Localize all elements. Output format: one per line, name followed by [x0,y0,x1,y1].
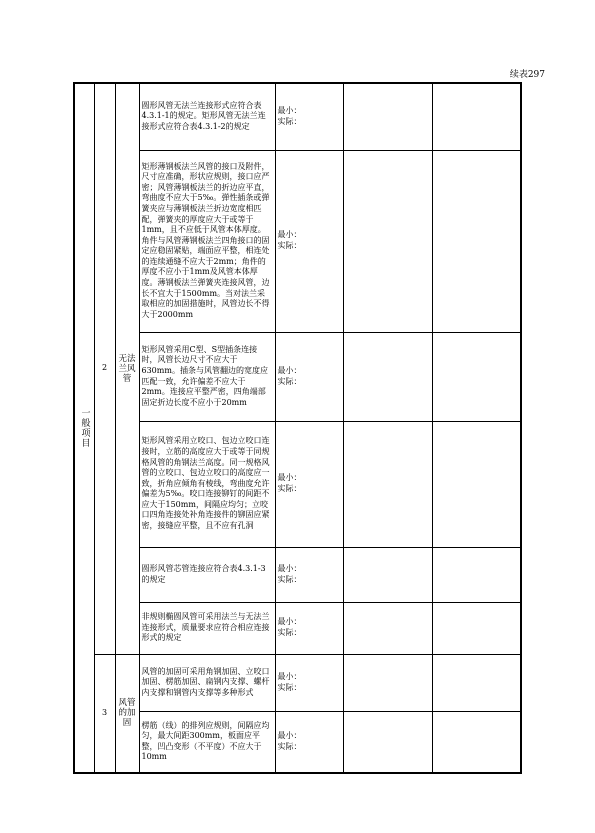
blank-cell[interactable] [432,150,521,332]
blank-cell[interactable] [432,711,521,773]
table-row [74,547,521,602]
value-cell[interactable] [275,332,343,421]
value-cell[interactable] [275,421,343,547]
blank-cell[interactable] [343,150,432,332]
group-number: 2 [101,363,108,373]
blank-cell[interactable] [343,421,432,547]
value-cell[interactable] [275,150,343,332]
actual-label: 实际： [277,628,302,637]
min-label: 最小： [277,106,302,116]
group-label: 风管的加固 [118,698,136,729]
actual-label: 实际： [277,116,302,126]
table-row [74,83,521,150]
min-label: 最小： [277,365,302,375]
table-row [74,654,521,711]
value-cell[interactable] [275,654,343,711]
blank-cell[interactable] [343,332,432,421]
group-number-cell [94,654,115,773]
table-row [74,421,521,547]
blank-cell[interactable] [432,83,521,150]
min-label: 最小： [277,473,302,483]
item-text: 非规则椭圆风管可采用法兰与无法兰连接形式，质量要求应符合相应连接形式的规定 [139,602,275,654]
actual-label: 实际： [277,376,302,386]
blank-cell[interactable] [432,547,521,602]
group-label-cell [115,654,139,773]
blank-cell[interactable] [343,602,432,654]
group-number-cell [94,83,115,654]
min-label: 最小： [277,230,302,240]
inspection-table [73,82,522,774]
table-row [74,150,521,332]
item-text: 矩形风管采用C型、S型插条连接时，风管长边尺寸不应大于630mm。插条与风管翻边的宽度应匹配一致，允许偏差不应大于2mm。连接应平整严密，四角端部固定折边长度不应小于20mm [139,332,275,421]
page-header: 续表297 [509,70,545,80]
value-cell[interactable] [275,602,343,654]
min-label: 最小： [277,731,302,741]
actual-label: 实际： [277,574,302,584]
group-number: 3 [101,707,108,717]
blank-cell[interactable] [343,654,432,711]
actual-label: 实际： [277,484,302,493]
item-text: 矩形风管采用立咬口、包边立咬口连接时，立筋的高度应大于或等于同规格风管的角钢法兰高度。同一规格风管的立咬口、包边立咬口的高度应一致，折角应倾角有棱线，弯曲度允许偏差为5‰。咬口连接铆钉的间距不应大于150mm，间隔应均匀；立咬口四角连接处补角连接件的铆固应紧密，接缝应平整，且不应有孔洞 [139,421,275,547]
blank-cell[interactable] [432,421,521,547]
table-row [74,332,521,421]
item-text: 圆形风管无法兰连接形式应符合表4.3.1-1的规定。矩形风管无法兰连接形式应符合表4.3.1-2的规定 [139,83,275,150]
value-cell[interactable] [275,83,343,150]
value-cell[interactable] [275,711,343,773]
actual-label: 实际： [277,682,302,692]
group-label-cell [115,83,139,654]
item-text: 圆形风管芯管连接应符合表4.3.1-3的规定 [139,547,275,602]
min-label: 最小： [277,617,302,627]
category-cell [74,83,94,773]
item-text: 风管的加固可采用角钢加固、立咬口加固、楞筋加固、扁钢内支撑、螺杆内支撑和钢管内支撑等多种形式 [139,654,275,711]
item-text: 楞筋（线）的排列应规则，间隔应均匀，最大间距300mm，板面应平整，凹凸变形（不平度）不应大于10mm [139,711,275,773]
group-label: 无法兰风管 [118,353,136,384]
min-label: 最小： [277,563,302,573]
table-row [74,711,521,773]
blank-cell[interactable] [343,83,432,150]
actual-label: 实际： [277,741,302,751]
min-label: 最小： [277,671,302,681]
blank-cell[interactable] [432,654,521,711]
blank-cell[interactable] [432,332,521,421]
actual-label: 实际： [277,241,302,250]
blank-cell[interactable] [343,711,432,773]
item-text: 矩形薄钢板法兰风管的接口及附件，尺寸应准确，形状应规则，接口应严密；风管薄钢板法兰的折边应平直，弯曲度不应大于5‰。弹性插条或弹簧夹应与薄钢板法兰折边宽度相匹配，弹簧夹的厚度应大于或等于1mm，且不应低于风管本体厚度。角件与风管薄钢板法兰四角接口的固定应稳固紧贴，端面应平整，相连处的连续通缝不应大于2mm；角件的厚度不应小于1mm及风管本体厚度。薄钢板法兰弹簧夹连接风管，边长不宜大于1500mm。当对法兰采取相应的加固措施时，风管边长不得大于2000mm [139,150,275,332]
table-row [74,602,521,654]
blank-cell[interactable] [343,547,432,602]
category-label: 一般项目 [79,408,90,448]
blank-cell[interactable] [432,602,521,654]
value-cell[interactable] [275,547,343,602]
